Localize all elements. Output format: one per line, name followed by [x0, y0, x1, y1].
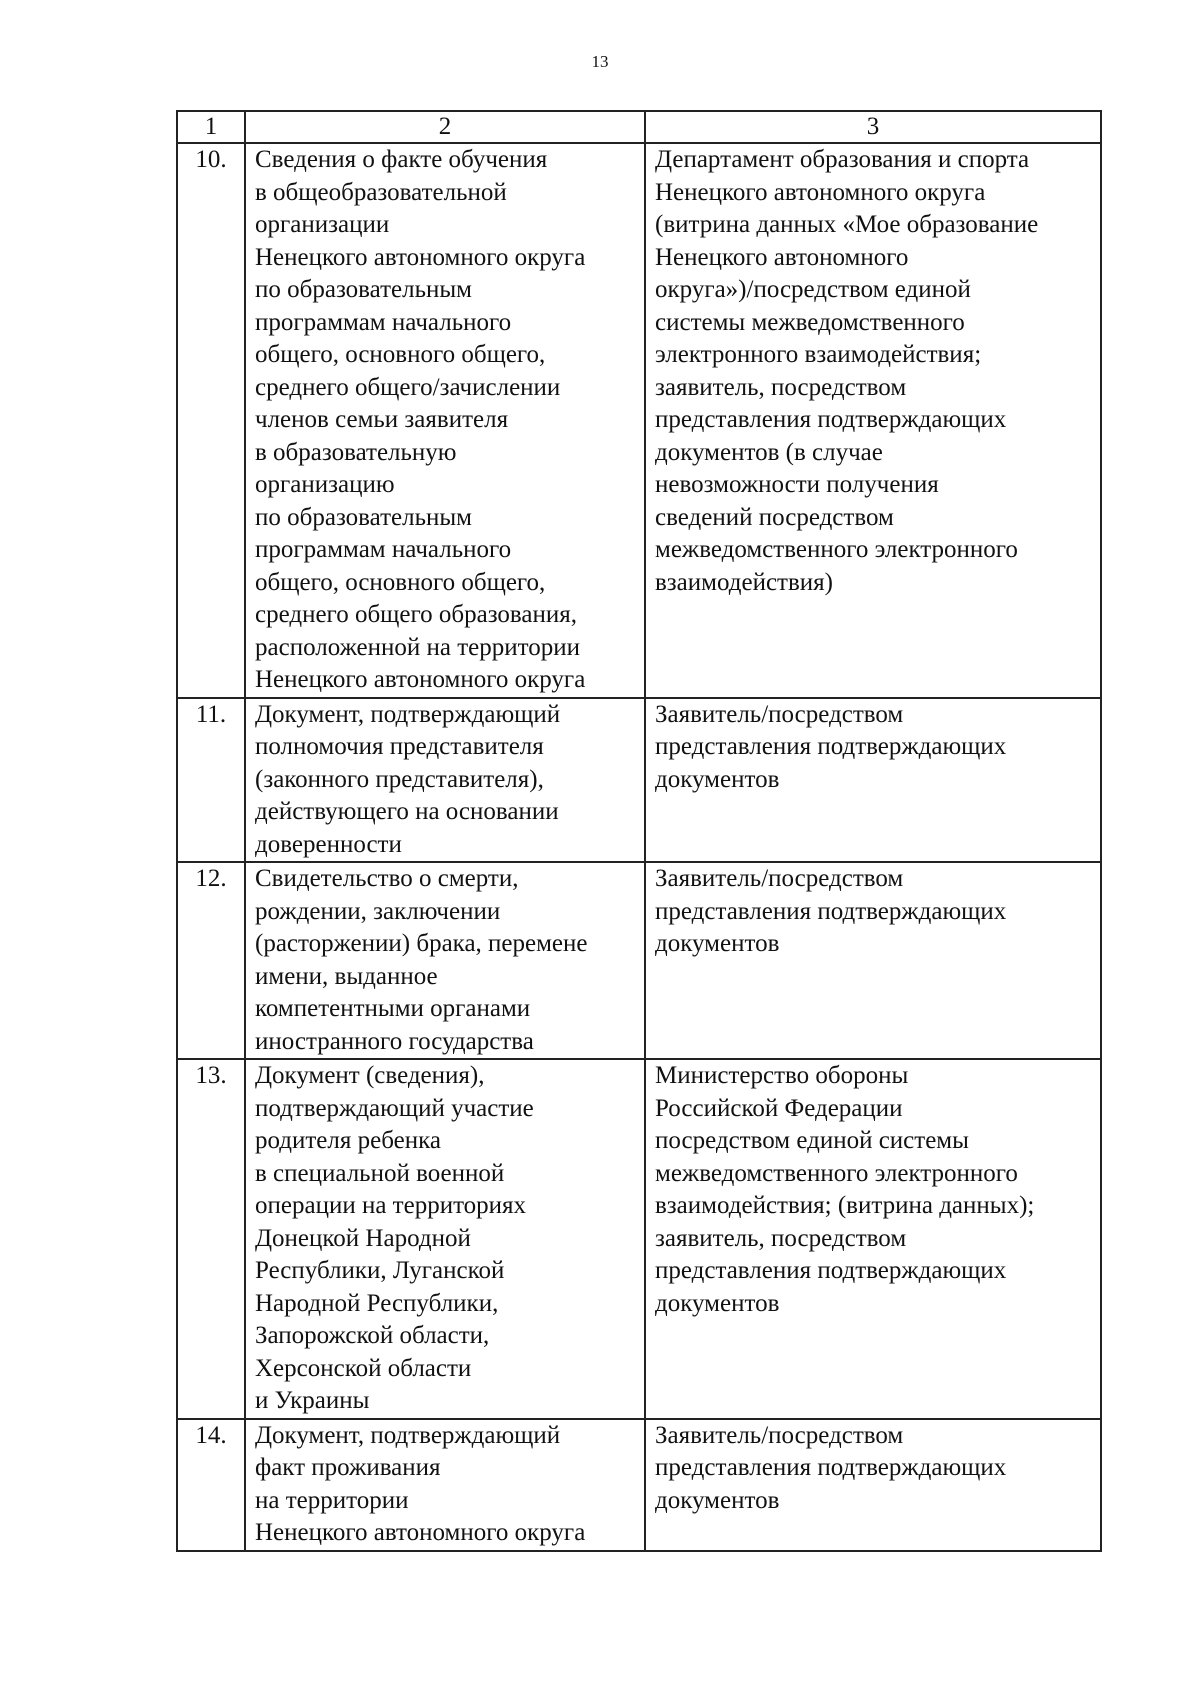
table-row	[177, 143, 1101, 698]
row-number: 11.	[177, 698, 245, 863]
row-number: 13.	[177, 1059, 245, 1419]
table-row	[177, 698, 1101, 863]
documents-table	[176, 110, 1102, 1552]
column-header-number: 1	[177, 111, 245, 143]
source-cell: Департамент образования и спорта Ненецкого автономного округа (витрина данных «Мое образование Ненецкого автономного округа»)/посредством единой системы межведомственного электронного взаимодействия; заявитель, посредством представления подтверждающих документов (в случае невозможности получения сведений посредством межведомственного электронного взаимодействия)	[645, 143, 1101, 698]
source-cell: Заявитель/посредством представления подтверждающих документов	[645, 698, 1101, 863]
table-header-row	[177, 111, 1101, 143]
row-number: 14.	[177, 1419, 245, 1551]
table-row	[177, 1059, 1101, 1419]
source-cell: Заявитель/посредством представления подтверждающих документов	[645, 1419, 1101, 1551]
table-row	[177, 1419, 1101, 1551]
document-cell: Документ, подтверждающий полномочия представителя (законного представителя), действующего на основании доверенности	[245, 698, 645, 863]
column-header-source: 3	[645, 111, 1101, 143]
document-cell: Документ (сведения), подтверждающий участие родителя ребенка в специальной военной операции на территориях Донецкой Народной Республики, Луганской Народной Республики, Запорожской области, Херсонской области и Украины	[245, 1059, 645, 1419]
source-cell: Заявитель/посредством представления подтверждающих документов	[645, 862, 1101, 1059]
row-number: 10.	[177, 143, 245, 698]
document-cell: Сведения о факте обучения в общеобразовательной организации Ненецкого автономного округа по образовательным программам начального общего, основного общего, среднего общего/зачислении членов семьи заявителя в образовательную организацию по образовательным программам начального общего, основного общего, среднего общего образования, расположенной на территории Ненецкого автономного округа	[245, 143, 645, 698]
page-number: 13	[591, 52, 609, 71]
document-cell: Свидетельство о смерти, рождении, заключении (расторжении) брака, перемене имени, выданное компетентными органами иностранного государства	[245, 862, 645, 1059]
table-row	[177, 862, 1101, 1059]
row-number: 12.	[177, 862, 245, 1059]
source-cell: Министерство обороны Российской Федерации посредством единой системы межведомственного электронного взаимодействия; (витрина данных); заявитель, посредством представления подтверждающих документов	[645, 1059, 1101, 1419]
document-cell: Документ, подтверждающий факт проживания на территории Ненецкого автономного округа	[245, 1419, 645, 1551]
column-header-document: 2	[245, 111, 645, 143]
